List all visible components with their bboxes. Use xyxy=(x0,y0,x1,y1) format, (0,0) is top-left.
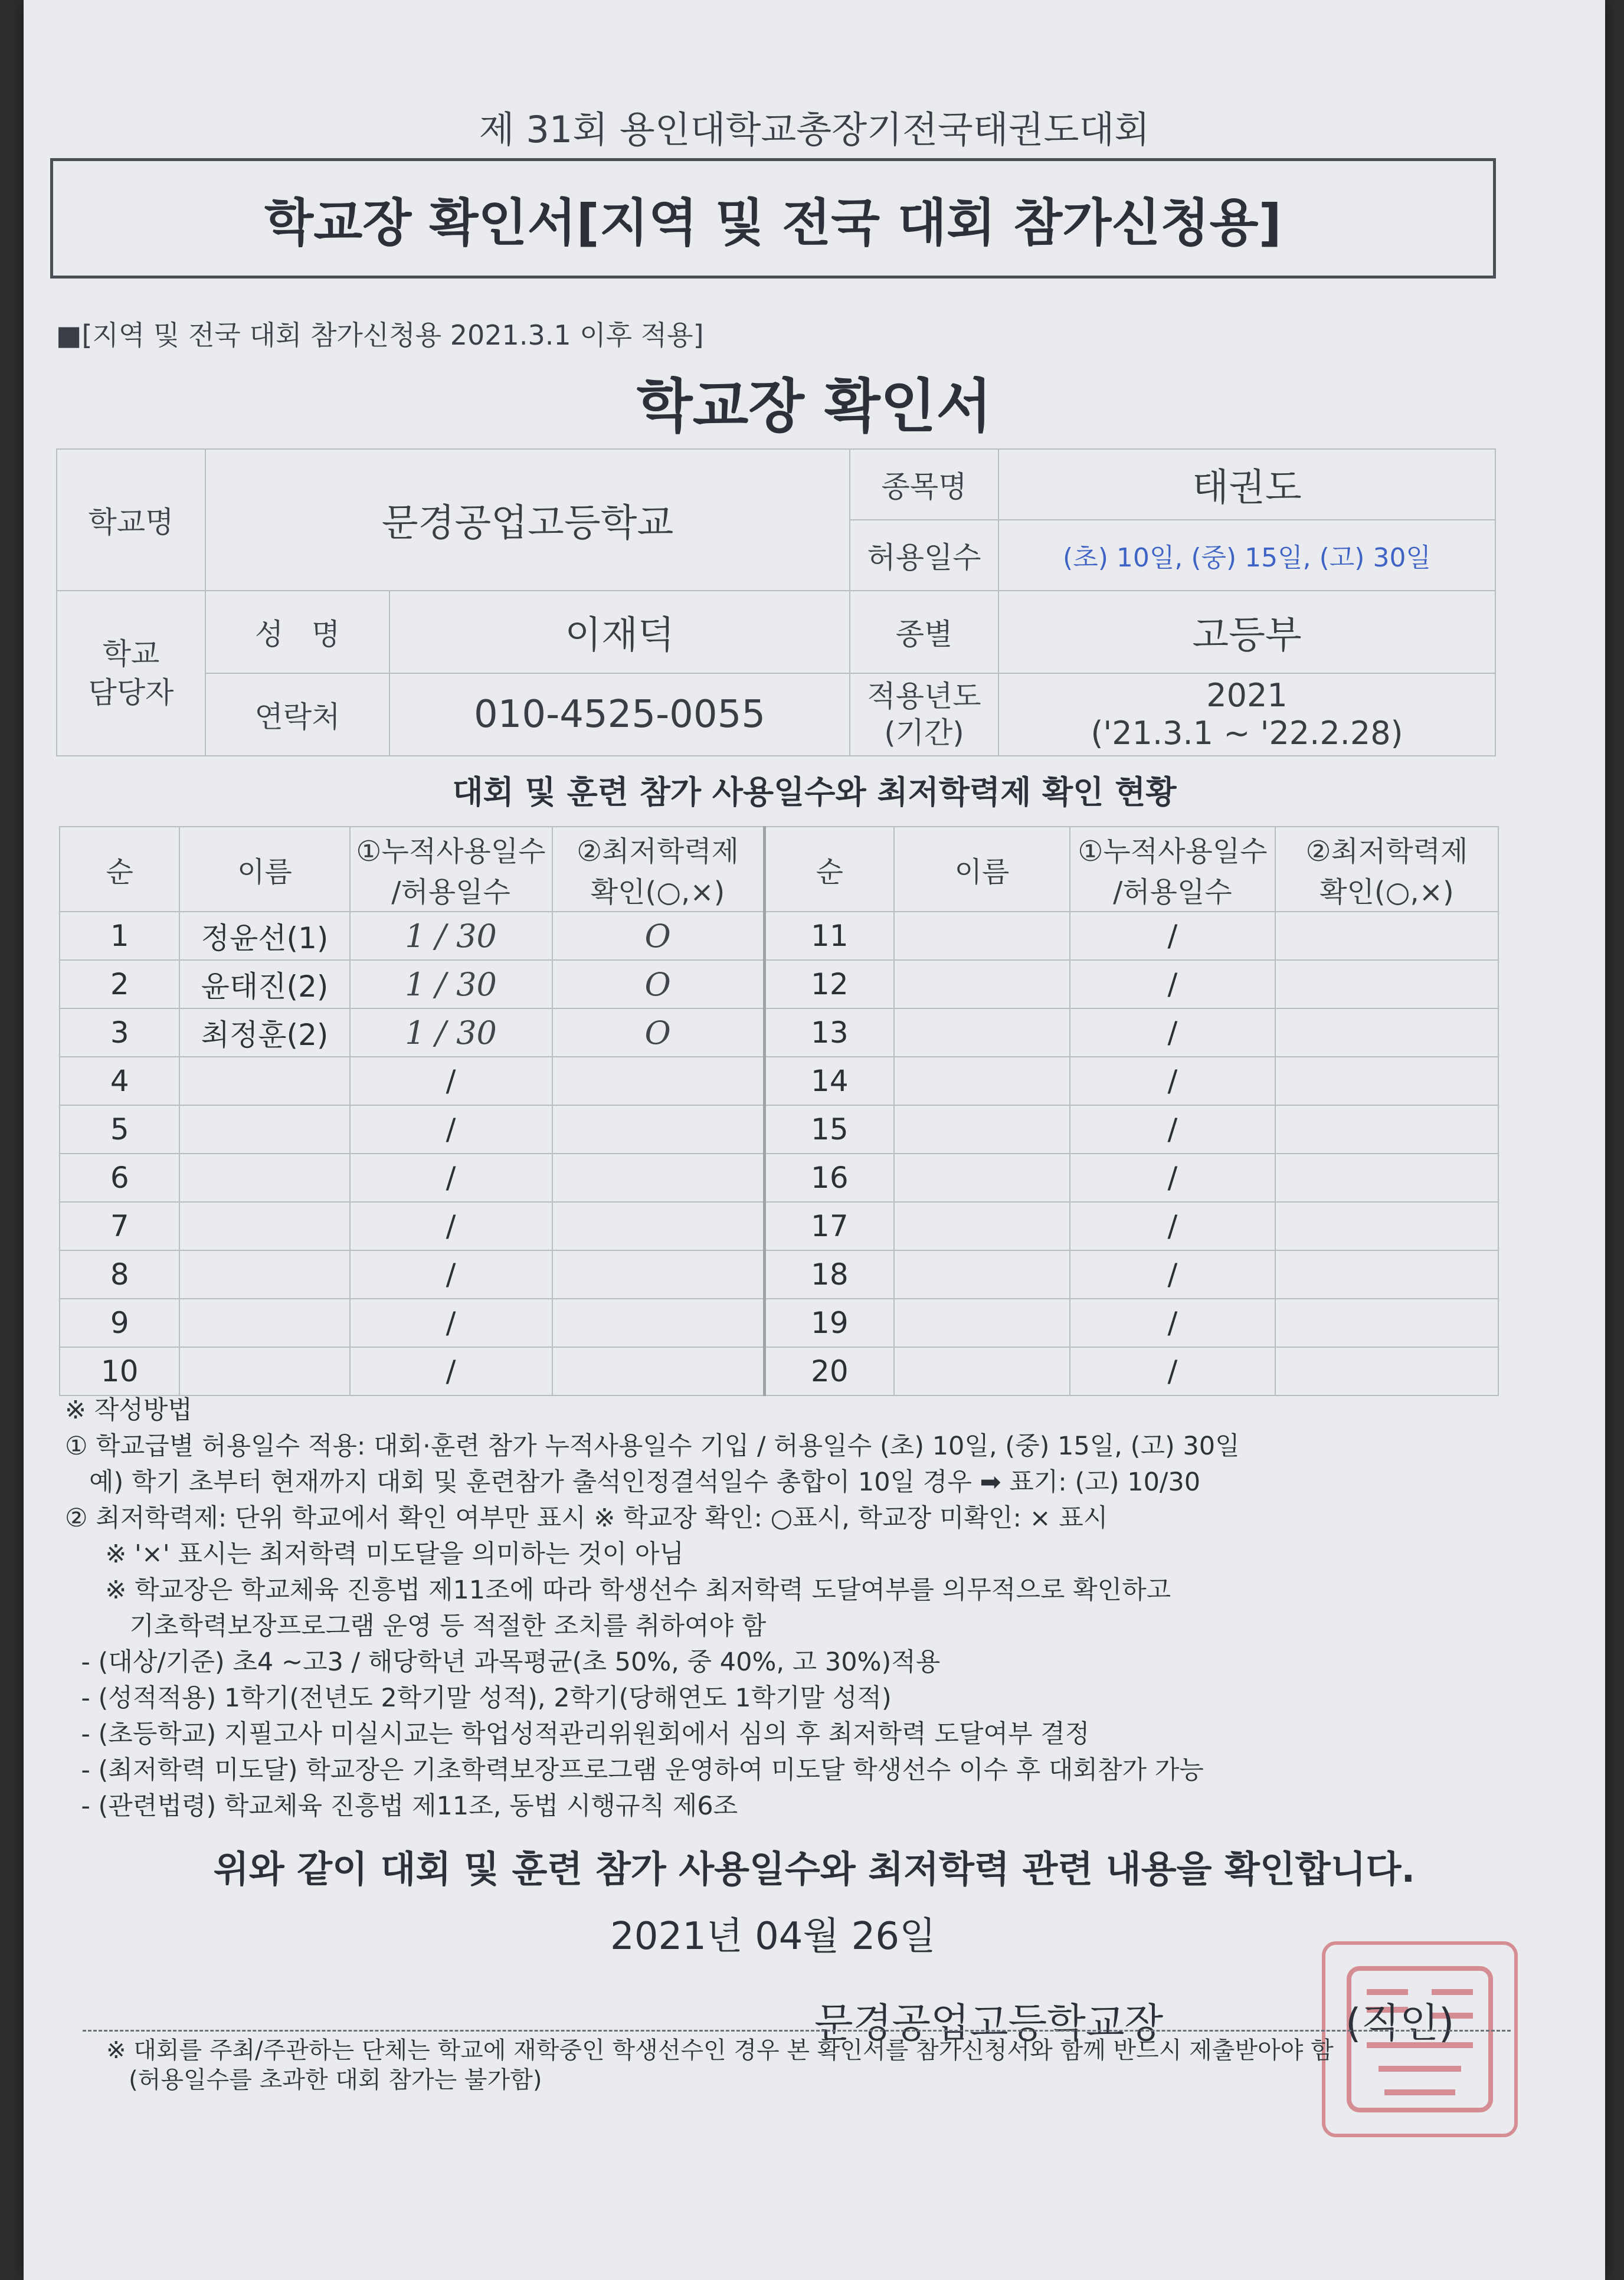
cell-check xyxy=(1275,1202,1498,1250)
table-row xyxy=(60,1299,1498,1347)
form-title: 학교장 확인서 xyxy=(636,373,993,440)
method-line: - (관련법령) 학교체육 진흥법 제11조, 동법 시행규칙 제6조 xyxy=(65,1791,738,1821)
cell-no: 19 xyxy=(764,1299,894,1347)
footer-line: ※ 대회를 주최/주관하는 단체는 학교에 재학중인 학생선수인 경우 본 확인서를 참가신청서와 함께 반드시 제출받아야 함 xyxy=(106,2037,1334,2064)
cell-days: / xyxy=(350,1347,552,1395)
contact-name: 이재덕 xyxy=(389,591,850,673)
cell-name xyxy=(894,1008,1070,1057)
sport-label: 종목명 xyxy=(850,449,998,520)
cell-no: 5 xyxy=(60,1105,179,1154)
contact-person-label: 학교 담당자 xyxy=(57,591,205,756)
cell-check xyxy=(1275,1154,1498,1202)
cell-days: 1 / 30 xyxy=(350,1008,552,1057)
cell-days: / xyxy=(1070,1154,1275,1202)
cell-check: O xyxy=(552,912,765,960)
cell-days: / xyxy=(350,1250,552,1299)
cell-name xyxy=(179,1299,349,1347)
cell-no: 3 xyxy=(60,1008,179,1057)
cell-check xyxy=(1275,1250,1498,1299)
cell-name xyxy=(179,1202,349,1250)
cell-check xyxy=(1275,1347,1498,1395)
writing-method xyxy=(65,1393,1505,1824)
cell-days: / xyxy=(1070,912,1275,960)
cell-name xyxy=(179,1105,349,1154)
footer-note xyxy=(106,2036,1334,2095)
status-header-row xyxy=(60,827,1498,912)
col-days-2: ①누적사용일수 /허용일수 xyxy=(1070,827,1275,912)
cell-days: / xyxy=(350,1105,552,1154)
col-no: 순 xyxy=(60,827,179,912)
issue-date: 2021년 04월 26일 xyxy=(610,1915,936,1958)
cell-no: 6 xyxy=(60,1154,179,1202)
col-name: 이름 xyxy=(179,827,349,912)
table-row xyxy=(60,1250,1498,1299)
school-label: 학교명 xyxy=(57,449,205,591)
banner-text: 학교장 확인서[지역 및 전국 대회 참가신청용] xyxy=(264,194,1282,253)
cell-check xyxy=(552,1299,765,1347)
cell-name xyxy=(894,960,1070,1008)
col-check: ②최저학력제 확인(○,×) xyxy=(552,827,765,912)
table-row xyxy=(60,1154,1498,1202)
cell-no: 15 xyxy=(764,1105,894,1154)
sport-value: 태권도 xyxy=(998,449,1495,520)
cell-no: 12 xyxy=(764,960,894,1008)
cell-check xyxy=(552,1202,765,1250)
cell-no: 17 xyxy=(764,1202,894,1250)
cell-name xyxy=(894,1347,1070,1395)
status-table xyxy=(59,826,1499,1396)
year-period: ('21.3.1 ~ '22.2.28) xyxy=(1091,715,1403,752)
name-label: 성 명 xyxy=(205,591,389,673)
cell-days: 1 / 30 xyxy=(350,960,552,1008)
method-line: ① 학교급별 허용일수 적용: 대회·훈련 참가 누적사용일수 기입 / 허용일수 (초) 10일, (중) 15일, (고) 30일 xyxy=(65,1431,1240,1461)
event-title: 제 31회 용인대학교총장기전국태권도대회 xyxy=(479,108,1150,151)
cell-check: O xyxy=(552,1008,765,1057)
cell-no: 1 xyxy=(60,912,179,960)
cell-no: 8 xyxy=(60,1250,179,1299)
year-value: 2021 xyxy=(1206,677,1288,714)
cell-days: / xyxy=(1070,1299,1275,1347)
cell-name xyxy=(894,912,1070,960)
table-row xyxy=(60,1105,1498,1154)
cell-days: / xyxy=(1070,1202,1275,1250)
cell-check xyxy=(552,1154,765,1202)
method-line: - (초등학교) 지필고사 미실시교는 학업성적관리위원회에서 심의 후 최저학력 도달여부 결정 xyxy=(65,1719,1090,1749)
cell-check xyxy=(1275,1299,1498,1347)
cell-check xyxy=(1275,912,1498,960)
cell-days: / xyxy=(350,1202,552,1250)
cell-check xyxy=(552,1250,765,1299)
banner-title xyxy=(50,158,1496,279)
cell-check xyxy=(1275,1008,1498,1057)
cell-days: / xyxy=(1070,1105,1275,1154)
cell-check xyxy=(552,1057,765,1105)
cell-days: / xyxy=(350,1299,552,1347)
col-name-2: 이름 xyxy=(894,827,1070,912)
table-row xyxy=(60,1202,1498,1250)
cell-check xyxy=(1275,960,1498,1008)
cell-name xyxy=(179,1250,349,1299)
cell-no: 9 xyxy=(60,1299,179,1347)
cell-check xyxy=(552,1347,765,1395)
cell-days: 1 / 30 xyxy=(350,912,552,960)
footer-line: (허용일수를 초과한 대회 참가는 불가함) xyxy=(106,2066,542,2094)
cell-name xyxy=(894,1057,1070,1105)
method-line: ※ 작성방법 xyxy=(65,1395,192,1425)
cell-days: / xyxy=(1070,1250,1275,1299)
table-row xyxy=(60,960,1498,1008)
division-label: 종별 xyxy=(850,591,998,673)
cell-days: / xyxy=(1070,1057,1275,1105)
document-page xyxy=(24,0,1605,2280)
cell-check: O xyxy=(552,960,765,1008)
principal-name: 문경공업고등학교장 xyxy=(814,2000,1164,2047)
col-no-2: 순 xyxy=(764,827,894,912)
cell-name xyxy=(179,1057,349,1105)
seal-label: (직인) xyxy=(1345,2000,1455,2047)
col-days: ①누적사용일수 /허용일수 xyxy=(350,827,552,912)
cell-no: 18 xyxy=(764,1250,894,1299)
status-title: 대회 및 훈련 참가 사용일수와 최저학력제 확인 현황 xyxy=(452,774,1177,811)
year-cell xyxy=(998,673,1495,756)
year-label: 적용년도 (기간) xyxy=(850,673,998,756)
method-line: - (성적적용) 1학기(전년도 2학기말 성적), 2학기(당해연도 1학기말 성적) xyxy=(65,1683,892,1713)
cell-no: 13 xyxy=(764,1008,894,1057)
cell-no: 14 xyxy=(764,1057,894,1105)
cell-days: / xyxy=(350,1057,552,1105)
cell-no: 2 xyxy=(60,960,179,1008)
confirm-statement: 위와 같이 대회 및 훈련 참가 사용일수와 최저학력 관련 내용을 확인합니다. xyxy=(213,1847,1416,1891)
cell-name xyxy=(894,1105,1070,1154)
allowed-value: (초) 10일, (중) 15일, (고) 30일 xyxy=(998,520,1495,591)
cell-no: 11 xyxy=(764,912,894,960)
cell-check xyxy=(1275,1105,1498,1154)
method-line: 기초학력보장프로그램 운영 등 적절한 조치를 취하여야 함 xyxy=(65,1611,767,1641)
division-value: 고등부 xyxy=(998,591,1495,673)
table-row xyxy=(60,1008,1498,1057)
cell-name: 윤태진(2) xyxy=(179,960,349,1008)
cell-name xyxy=(179,1347,349,1395)
info-table xyxy=(56,448,1496,756)
method-line: ※ 학교장은 학교체육 진흥법 제11조에 따라 학생선수 최저학력 도달여부를 의무적으로 확인하고 xyxy=(65,1575,1171,1605)
cell-check xyxy=(1275,1057,1498,1105)
cell-name xyxy=(894,1202,1070,1250)
table-row xyxy=(60,1347,1498,1395)
method-line: ※ '×' 표시는 최저학력 미도달을 의미하는 것이 아님 xyxy=(65,1539,684,1569)
cell-check xyxy=(552,1105,765,1154)
cell-days: / xyxy=(1070,1347,1275,1395)
cell-no: 7 xyxy=(60,1202,179,1250)
allowed-label: 허용일수 xyxy=(850,520,998,591)
col-check-2: ②최저학력제 확인(○,×) xyxy=(1275,827,1498,912)
phone-value: 010-4525-0055 xyxy=(389,673,850,756)
method-line: - (대상/기준) 초4 ~고3 / 해당학년 과목평균(초 50%, 중 40%, 고 30%)적용 xyxy=(65,1647,941,1677)
cell-days: / xyxy=(1070,1008,1275,1057)
cell-name xyxy=(894,1250,1070,1299)
cell-no: 4 xyxy=(60,1057,179,1105)
cell-days: / xyxy=(350,1154,552,1202)
cell-no: 10 xyxy=(60,1347,179,1395)
school-name: 문경공업고등학교 xyxy=(205,449,850,591)
footer-divider xyxy=(83,2030,1511,2032)
cell-name xyxy=(179,1154,349,1202)
cell-name: 정윤선(1) xyxy=(179,912,349,960)
method-line: 예) 학기 초부터 현재까지 대회 및 훈련참가 출석인정결석일수 총합이 10일 경우 ➡ 표기: (고) 10/30 xyxy=(65,1467,1201,1497)
method-line: ② 최저학력제: 단위 학교에서 확인 여부만 표시 ※ 학교장 확인: ○표시, 학교장 미확인: × 표시 xyxy=(65,1503,1108,1533)
cell-name: 최정훈(2) xyxy=(179,1008,349,1057)
cell-days: / xyxy=(1070,960,1275,1008)
table-row xyxy=(60,912,1498,960)
cell-name xyxy=(894,1154,1070,1202)
table-row xyxy=(60,1057,1498,1105)
cell-no: 20 xyxy=(764,1347,894,1395)
cell-name xyxy=(894,1299,1070,1347)
cell-no: 16 xyxy=(764,1154,894,1202)
method-line: - (최저학력 미도달) 학교장은 기초학력보장프로그램 운영하여 미도달 학생선수 이수 후 대회참가 가능 xyxy=(65,1755,1204,1785)
applies-note: ■[지역 및 전국 대회 참가신청용 2021.3.1 이후 적용] xyxy=(56,319,704,351)
phone-label: 연락처 xyxy=(205,673,389,756)
